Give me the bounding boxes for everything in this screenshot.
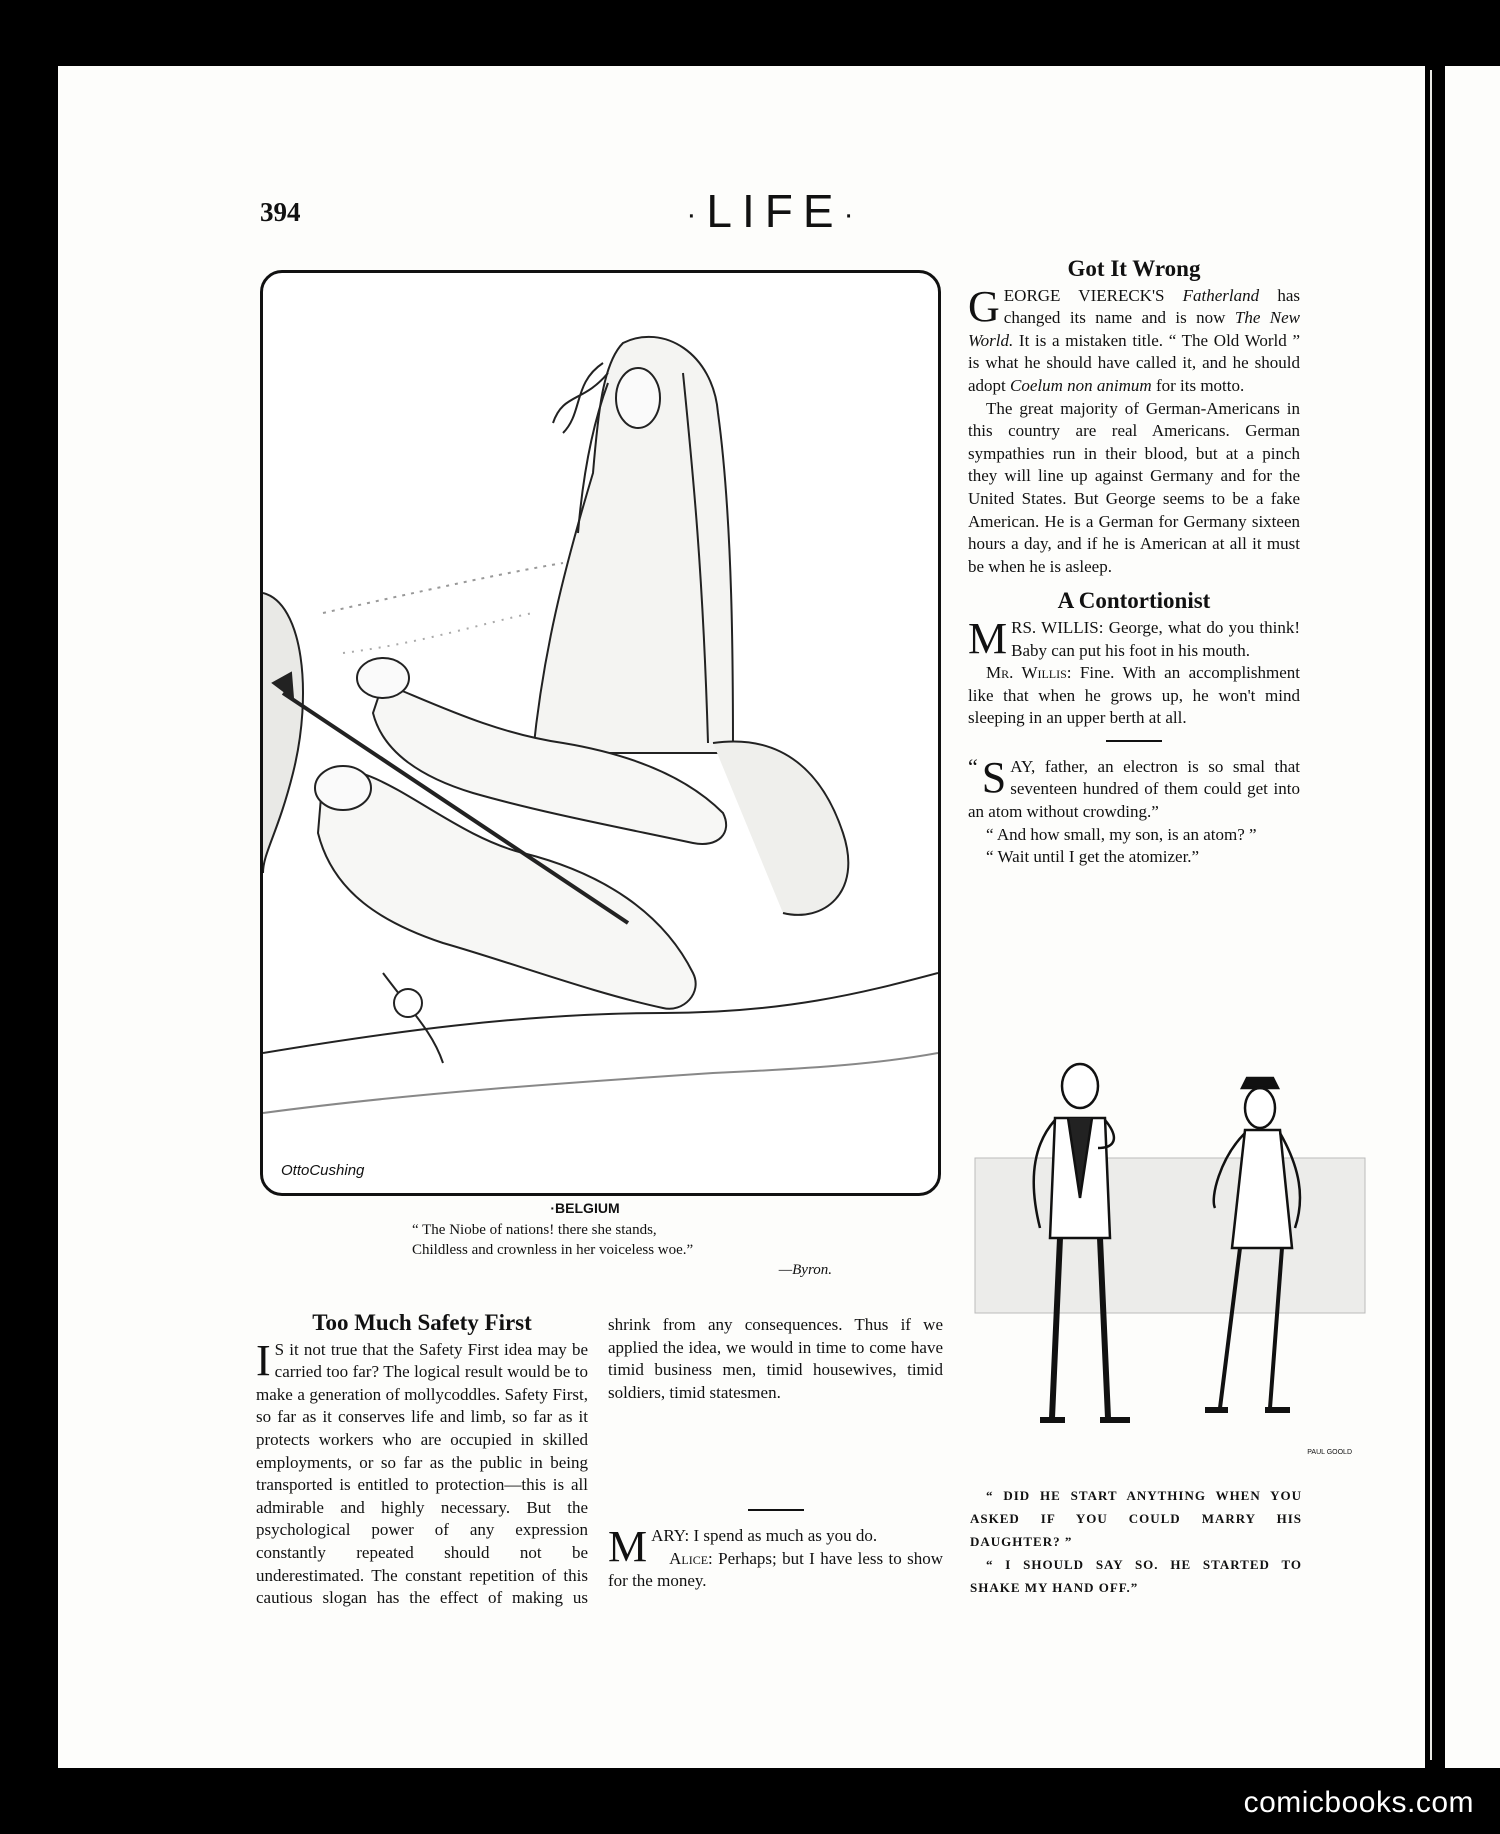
text-run: AY, father, an electron is so smal that seventeen hundred of them could get into an atom without crowding.” <box>968 756 1300 822</box>
contortionist-paragraph-2 <box>968 662 1300 730</box>
text-run: Perhaps; but I have less to show for the money. <box>608 1548 943 1591</box>
text-run: S it not true that the Safety First idea may be carried too far? The logical result would be to make a generation of mollycoddles. Safety First, so far as it conserves life and limb, so far as it protects workers who are occupied in skilled employments, or so far as the public in being transported is entitled to protection—this is all admirable and highly necessary. But the psychological power of any expression constantly repeated should not be underestimated. The constant repetition of this cautious slogan has the effect of making us <box>256 1339 588 1608</box>
text-run: ARY: I spend as much as you do. <box>651 1526 878 1545</box>
electron-paragraph-2: “ And how small, my son, is an atom? ” <box>986 824 1257 844</box>
site-watermark: comicbooks.com <box>1243 1786 1474 1819</box>
speaker-name: Mr. Willis: <box>986 663 1072 683</box>
artist-signature: OttoCushing <box>281 1162 365 1179</box>
got-it-wrong-title: Got It Wrong <box>1067 256 1201 281</box>
cartoon-caption <box>970 1484 1302 1599</box>
dropcap-m: M <box>968 613 1008 663</box>
text-run: for its motto. <box>1151 375 1245 395</box>
masthead-dot-left: · <box>686 197 707 231</box>
section-divider <box>748 1509 804 1511</box>
middle-column <box>608 1314 943 1593</box>
belgium-illustration <box>260 270 941 1196</box>
dropcap-s: S <box>981 752 1007 802</box>
text-run: shrink from any consequences. Thus if we applied the idea, we would in time to come have timid business men, timid housewives, timid soldiers, timid statesmen. <box>608 1315 943 1402</box>
contortionist-title: A Contortionist <box>1057 588 1211 614</box>
safety-first-paragraph <box>256 1339 588 1611</box>
mary-paragraph-2 <box>608 1548 943 1593</box>
caption-attribution: —Byron. <box>778 1262 832 1278</box>
cartoon-drawing <box>970 1048 1370 1468</box>
two-men-cartoon <box>970 1048 1370 1468</box>
safety-first-title: Too Much Safety First <box>312 1310 532 1335</box>
dropcap-i: I <box>256 1338 271 1385</box>
contortionist-paragraph-1 <box>968 613 1300 663</box>
open-quote: “ <box>968 753 978 779</box>
dropcap-m2: M <box>608 1522 648 1571</box>
section-divider <box>1106 740 1162 742</box>
text-run: Fine. With an accomplishment like that when he grows up, he won't mind sleeping in an upper berth at all. <box>968 663 1300 728</box>
cartoon-caption-line-1: “ DID HE START ANYTHING WHEN YOU ASKED IF YOU COULD MARRY HIS DAUGHTER? ” <box>970 1488 1302 1549</box>
next-page-edge <box>1445 66 1500 1768</box>
masthead-dot-right: · <box>843 197 864 231</box>
dropcap-g: G <box>968 281 1000 331</box>
text-run: RS. WILLIS: George, what do you think! Baby can put his foot in his mouth. <box>1011 617 1300 660</box>
got-it-wrong-paragraph-2: The great majority of German-Americans in this country are real Americans. German sympathies run in their blood, but at a pinch they will line up against Germany and for the United States. But George seems to be a fake American. He is a German for Germany sixteen hours a day, and if he is American at all it must be when he is asleep. <box>968 398 1300 576</box>
belgium-drawing <box>263 273 938 1193</box>
page-gutter <box>1425 66 1447 1768</box>
page-number: 394 <box>260 197 301 227</box>
page-edge-line <box>1430 70 1432 1760</box>
continued-text <box>608 1314 943 1405</box>
masthead-title: LIFE <box>706 185 844 237</box>
italic-motto: Coelum non animum <box>1010 375 1152 395</box>
electron-paragraph-1 <box>968 752 1300 824</box>
illustration-caption-title: ·BELGIUM <box>550 1200 620 1216</box>
got-it-wrong-paragraph-1 <box>968 281 1300 398</box>
cartoon-signature: PAUL GOOLD <box>1307 1449 1352 1456</box>
speaker-name: Alice: <box>669 1548 713 1568</box>
text-run: It is a mistaken title. “ The Old World ” is what he should have called it, and he should adopt <box>968 330 1300 395</box>
right-column <box>968 258 1300 869</box>
masthead <box>600 184 950 238</box>
text-run: EORGE VIERECK'S <box>1003 285 1183 305</box>
safety-first-column <box>256 1312 588 1611</box>
safety-first-continued <box>608 1314 943 1495</box>
text-run: has changed its name and is now <box>1003 285 1300 328</box>
caption-line-1: “ The Niobe of nations! there she stands, <box>412 1222 657 1238</box>
cartoon-caption-line-2: “ I SHOULD SAY SO. HE STARTED TO SHAKE MY HAND OFF.” <box>970 1557 1302 1595</box>
italic-new-world: The New World. <box>968 308 1300 350</box>
italic-fatherland: Fatherland <box>1182 285 1260 305</box>
illustration-caption <box>412 1220 832 1280</box>
electron-paragraph-3: “ Wait until I get the atomizer.” <box>986 847 1200 867</box>
caption-line-2: Childless and crownless in her voiceless woe.” <box>412 1242 694 1258</box>
